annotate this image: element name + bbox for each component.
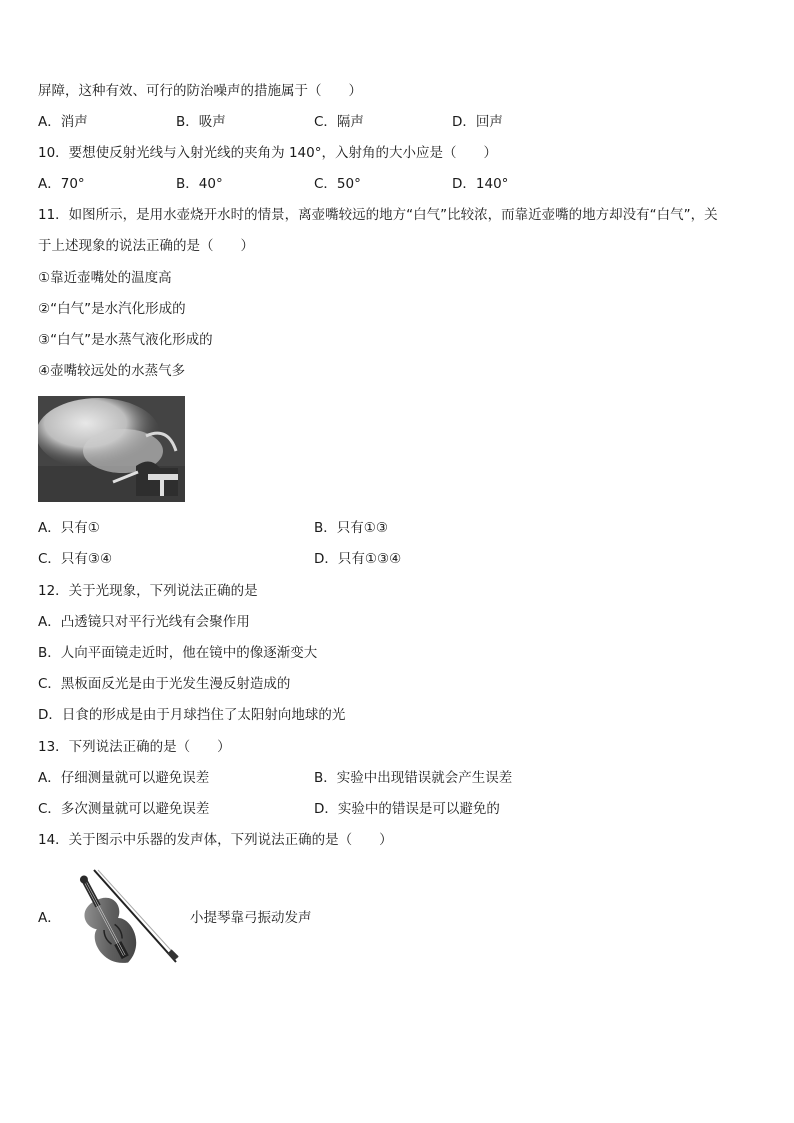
q10-option-c: C．50° bbox=[314, 176, 361, 192]
q9-option-d: D．回声 bbox=[452, 114, 503, 130]
q11-option-d: D．只有①③④ bbox=[314, 551, 402, 567]
q11-statement-1: ①靠近壶嘴处的温度高 bbox=[38, 270, 172, 286]
violin-and-bow-image bbox=[64, 866, 184, 976]
q10-option-d: D．140° bbox=[452, 176, 509, 192]
q11-stem-line1: 11．如图所示，是用水壶烧开水时的情景，离壶嘴较远的地方“白气”比较浓，而靠近壶嘴的地方却没有“白气”，关 bbox=[38, 207, 718, 223]
q13-option-c: C．多次测量就可以避免误差 bbox=[38, 801, 210, 817]
q12-option-b: B．人向平面镜走近时，他在镜中的像逐渐变大 bbox=[38, 645, 318, 661]
q13-option-d: D．实验中的错误是可以避免的 bbox=[314, 801, 500, 817]
q9-option-b: B．吸声 bbox=[176, 114, 226, 130]
q10-option-a: A．70° bbox=[38, 176, 85, 192]
q13-option-a: A．仔细测量就可以避免误差 bbox=[38, 770, 210, 786]
q13-stem: 13．下列说法正确的是（ ） bbox=[38, 739, 231, 755]
q9-option-a: A．消声 bbox=[38, 114, 88, 130]
q14-option-a-text: 小提琴靠弓振动发声 bbox=[190, 910, 312, 926]
q11-stem-line2: 于上述现象的说法正确的是（ ） bbox=[38, 238, 254, 254]
q11-statement-3: ③“白气”是水蒸气液化形成的 bbox=[38, 332, 213, 348]
q14-stem: 14．关于图示中乐器的发声体，下列说法正确的是（ ） bbox=[38, 832, 393, 848]
kettle-steam-photo bbox=[38, 396, 185, 502]
q11-option-a: A．只有① bbox=[38, 520, 100, 536]
q12-option-d: D．日食的形成是由于月球挡住了太阳射向地球的光 bbox=[38, 707, 346, 723]
q12-stem: 12．关于光现象，下列说法正确的是 bbox=[38, 583, 258, 599]
q14-option-a-letter: A． bbox=[38, 910, 61, 926]
q10-option-b: B．40° bbox=[176, 176, 223, 192]
q13-option-b: B．实验中出现错误就会产生误差 bbox=[314, 770, 513, 786]
q12-option-c: C．黑板面反光是由于光发生漫反射造成的 bbox=[38, 676, 291, 692]
q11-statement-4: ④壶嘴较远处的水蒸气多 bbox=[38, 363, 186, 379]
q10-stem: 10．要想使反射光线与入射光线的夹角为 140°，入射角的大小应是（ ） bbox=[38, 145, 497, 161]
q12-option-a: A．凸透镜只对平行光线有会聚作用 bbox=[38, 614, 250, 630]
q9-stem-tail: 屏障，这种有效、可行的防治噪声的措施属于（ ） bbox=[38, 83, 362, 99]
q9-option-c: C．隔声 bbox=[314, 114, 364, 130]
q11-option-c: C．只有③④ bbox=[38, 551, 113, 567]
q11-statement-2: ②“白气”是水汽化形成的 bbox=[38, 301, 186, 317]
q11-option-b: B．只有①③ bbox=[314, 520, 388, 536]
